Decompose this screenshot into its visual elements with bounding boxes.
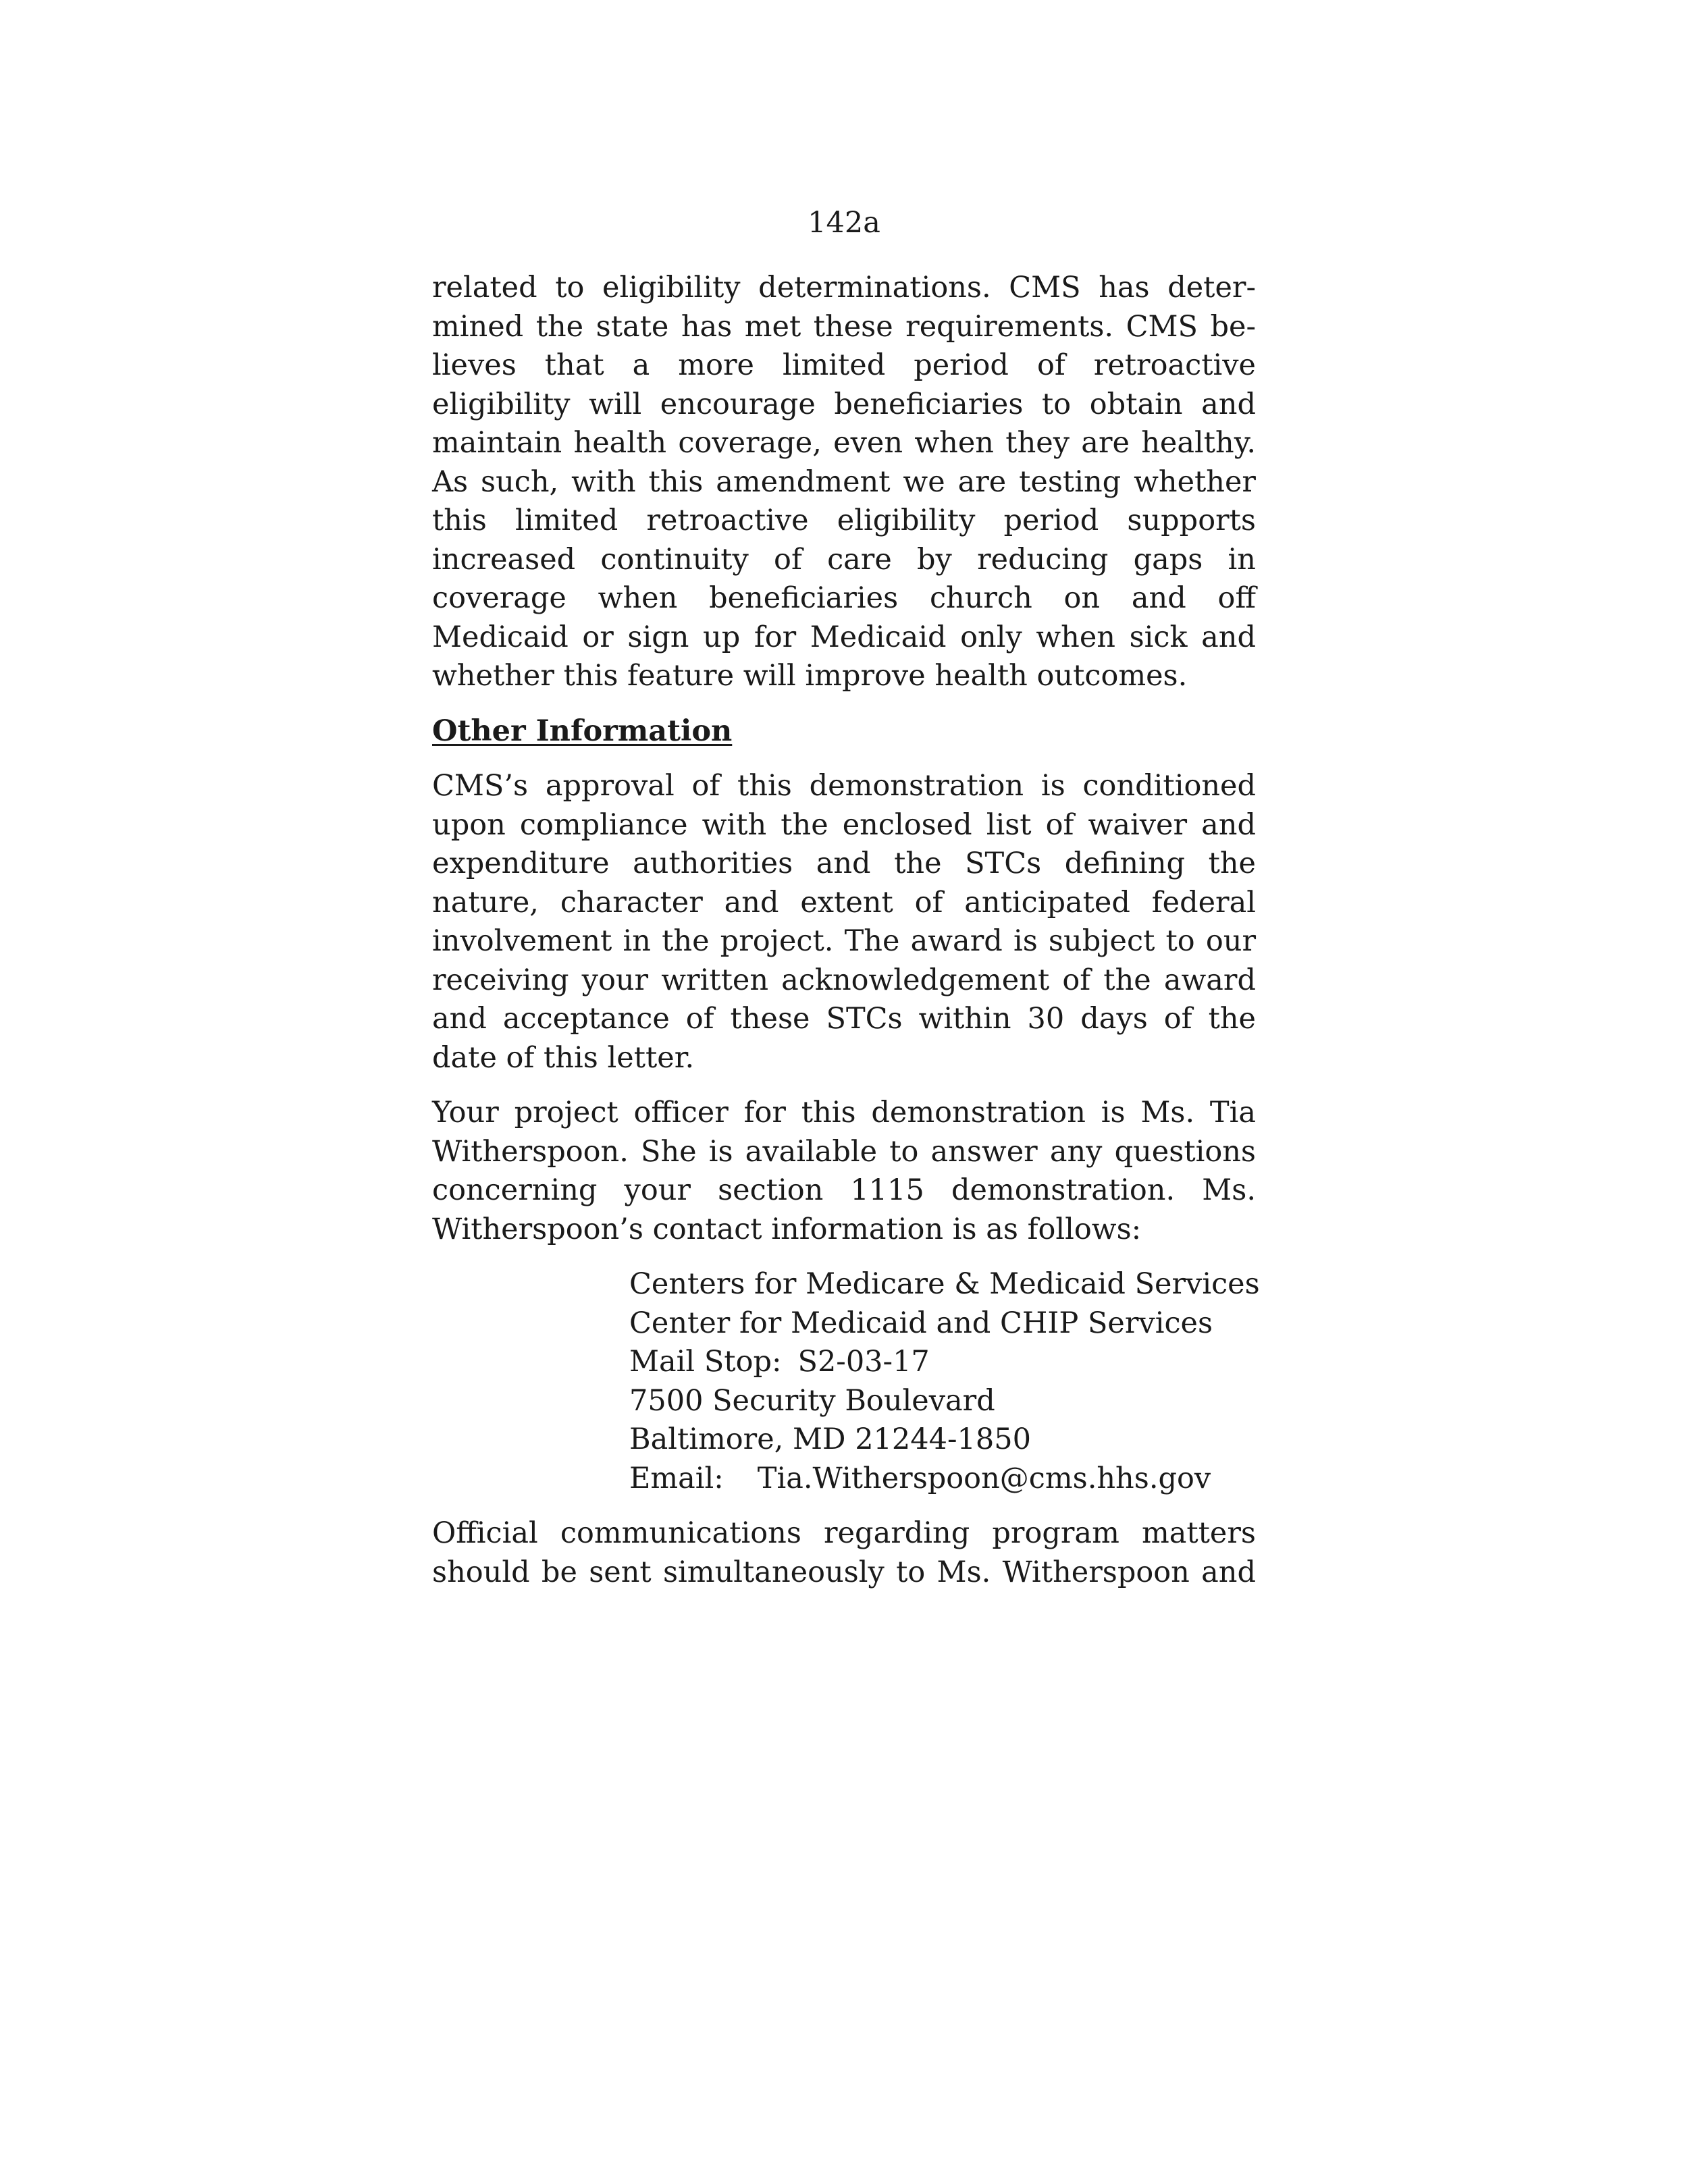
email-value: Tia.Witherspoon@cms.hhs.gov [757,1461,1211,1495]
address-street: 7500 Security Boulevard [629,1383,995,1418]
contact-address-block [629,1265,1260,1498]
address-mail-stop [629,1343,1256,1382]
address-city-state-zip: Baltimore, MD 21244-1850 [629,1422,1031,1456]
page-number: 142a [808,206,880,240]
document-body [432,269,1260,1608]
mail-stop-label: Mail Stop: [629,1345,782,1379]
paragraph-project-officer: Your project officer for this demonstration is Ms. Tia Witherspoon. She is available to answer any questions concerning your section 1115 demonstration. Ms. Witherspoon’s contact information is as follows: [432,1096,1256,1246]
address-email [629,1460,1256,1499]
address-center: Center for Medicaid and CHIP Services [629,1306,1213,1340]
email-label: Email: [629,1461,724,1495]
section-heading-other-information: Other Information [432,714,733,748]
mail-stop-value: S2-03-17 [797,1345,930,1379]
address-organization: Centers for Medicare & Medicaid Services [629,1267,1260,1301]
paragraph-approval-conditions: CMS’s approval of this demonstration is conditioned upon compliance with the enclosed list of waiver and expenditure authorities and the STCs defining the nature, character and extent of anticipated federal involvement in the project. The award is subject to our receiving your written acknowledgement of the award and acceptance of these STCs within 30 days of the date of this letter. [432,769,1256,1075]
paragraph-retroactive-eligibility: related to eligibility determinations. CMS has determined the state has met these requirements. CMS believes that a more limited period of retroactive eligibility will encourage beneficiaries to obtain and maintain health coverage, even when they are healthy. As such, with this amendment we are testing whether this limited retroactive eligibility period supports increased continuity of care by reducing gaps in coverage when beneficiaries church on and off Medicaid or sign up for Medicaid only when sick and whether this feature will improve health outcomes. [432,271,1256,693]
paragraph-official-communications: Official communications regarding program matters should be sent simultaneously to Ms. Witherspoon and [432,1516,1256,1589]
